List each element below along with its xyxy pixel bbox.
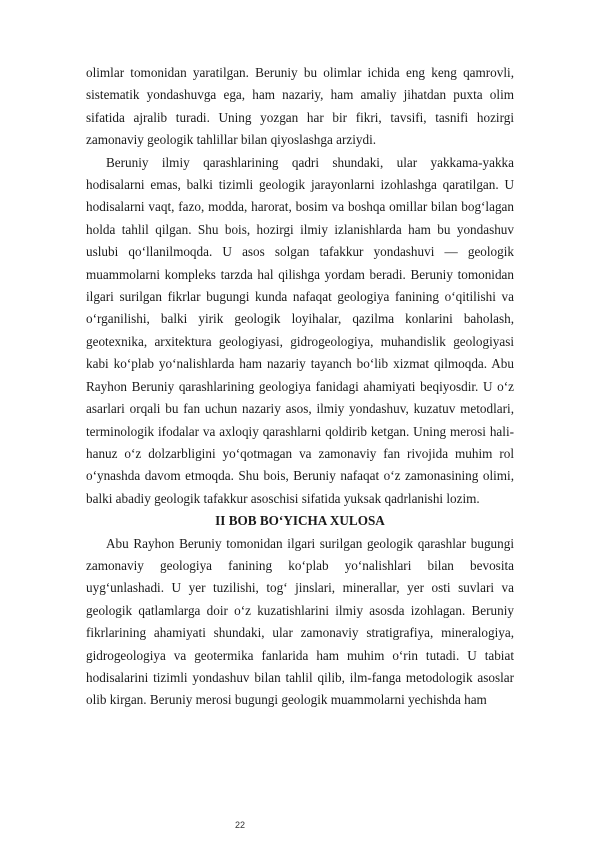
paragraph-beruniy-views: Beruniy ilmiy qarashlarining qadri shundaki, ular yakkama-yakka hodisalarni emas, balki tizimli geologik jarayonlarni izohlashga qaratilgan. U hodisalarni vaqt, fazo, modda, harorat, bosim va boshqa omillar bilan bog‘lagan holda tahlil qilgan. Shu bois, hozirgi ilmiy izlanishlarda ham bu yondashuv uslubi qo‘llanilmoqda. U asos solgan tafakkur yondashuvi — geologik muammolarni kompleks tarzda hal qilishga yordam beradi. Beruniy tomonidan ilgari surilgan fikrlar bugungi kunda nafaqat geologiya fanining o‘qitilishi va o‘rganilishi, balki yirik geologik loyihalar, qazilma konlarini baholash, geotexnika, arxitektura geologiyasi, gidrogeologiya, muhandislik geologiyasi kabi ko‘plab yo‘nalishlarda ham nazariy tayanch bo‘lib xizmat qilmoqda. Abu Rayhon Beruniy qarashlarining geologiya fanidagi ahamiyati beqiyosdir. U o‘z asarlari orqali bu fan uchun nazariy asos, ilmiy yondashuv, kuzatuv metodlari, terminologik ifodalar va axloqiy qarashlarni qoldirib ketgan. Uning merosi hali-hanuz o‘z dolzarbligini yo‘qotmagan va zamonaviy fan rivojida muhim rol o‘ynashda davom etmoqda. Shu bois, Beruniy nafaqat o‘z zamonasining olimi, balki abadiy geologik tafakkur asoschisi sifatida yuksak qadrlanishi lozim. — [86, 154, 514, 506]
section-heading: II BOB BO‘YICHA XULOSA — [215, 513, 385, 529]
paragraph-conclusion: Abu Rayhon Beruniy tomonidan ilgari surilgan geologik qarashlar bugungi zamonaviy geologiya fanining ko‘plab yo‘nalishlari bilan bevosita uyg‘unlashadi. U yer tuzilishi, tog‘ jinslari, minerallar, yer osti suvlari va geologik qatlamlarga doir o‘z kuzatishlarini ilmiy asosda izohlagan. Beruniy fikrlarining ahamiyati shundaki, ular zamonaviy stratigrafiya, mineralogiya, gidrogeologiya va geotermika fanlarida ham muhim o‘rin tutadi. U tabiat hodisalarini tizimli yondashuv bilan tahlil qilib, ilm-fanga metodologik asoslar olib kirgan. Beruniy merosi bugungi geologik muammolarni yechishda ham — [86, 535, 514, 708]
page-number: 22 — [234, 820, 245, 830]
document-page — [86, 62, 514, 712]
paragraph-continuation: olimlar tomonidan yaratilgan. Beruniy bu olimlar ichida eng keng qamrovli, sistematik yondashuvga ega, ham nazariy, ham amaliy jihatdan puxta olim sifatida ajralib turadi. Uning yozgan har bir fikri, tavsifi, tasnifi hozirgi zamonaviy geologik tahlillar bilan qiyoslashga arziydi. — [86, 65, 514, 148]
